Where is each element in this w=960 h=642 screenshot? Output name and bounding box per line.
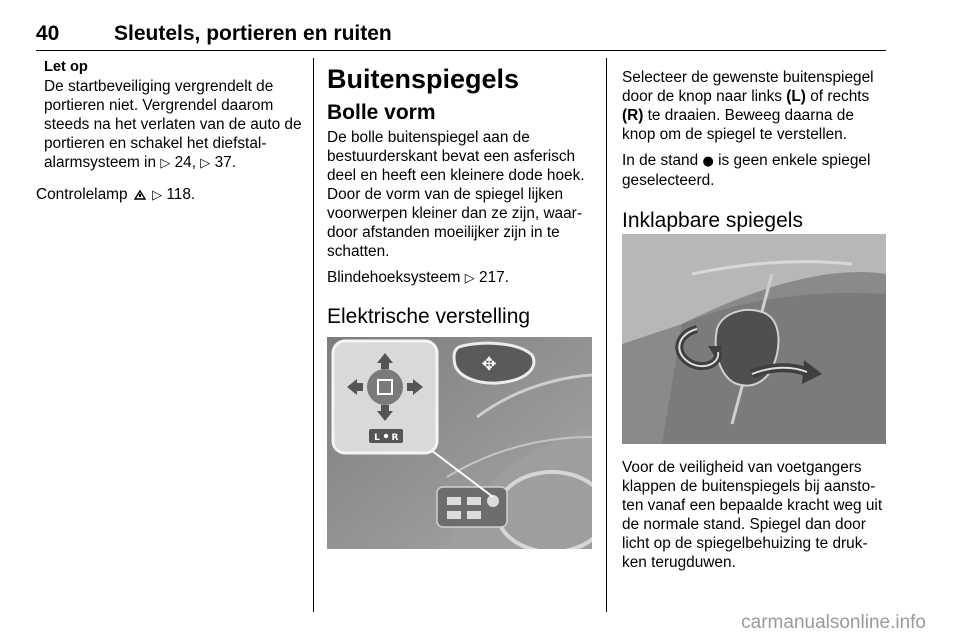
- select-mirror-text-3: te draaien. Beweeg daarna de knop om de spiegel te verstellen.: [622, 107, 854, 143]
- triangle-ref-icon: ▷: [160, 156, 171, 171]
- right-column: [622, 58, 886, 246]
- right-label: (R): [622, 107, 644, 124]
- control-lamp-text: Controlelamp: [36, 186, 128, 203]
- window-switch-panel: [437, 487, 507, 527]
- note-ref-2: 37.: [214, 154, 236, 171]
- side-mirror-icon: [716, 310, 779, 386]
- page-number: 40: [36, 22, 60, 45]
- mirror-joystick-callout: [333, 341, 437, 453]
- note-ref-1: 24,: [174, 154, 197, 171]
- control-lamp-ref: 118.: [166, 186, 196, 203]
- neutral-position-text-2: is geen enkele spiegel geselecteerd.: [622, 152, 871, 189]
- switch-label-right: R: [391, 433, 399, 443]
- note-box: [44, 58, 302, 173]
- triangle-ref-icon: ▷: [200, 156, 211, 171]
- alarm-lamp-icon: [134, 188, 146, 200]
- subsection-elektrische-verstelling: Elektrische verstelling: [327, 305, 531, 328]
- folding-mirror-figure: [622, 234, 886, 444]
- mirror-adjust-figure: [327, 337, 592, 549]
- side-mirror-icon: [454, 343, 534, 383]
- column-divider-1: [313, 58, 314, 612]
- left-column: [36, 58, 302, 212]
- note-title: Let op: [44, 59, 88, 75]
- right-column-lower: [622, 458, 886, 579]
- mirror-adjust-illustration: [327, 337, 592, 549]
- blind-spot-text: Blindehoeksysteem: [327, 269, 461, 286]
- left-label: (L): [786, 88, 806, 105]
- select-mirror-text-2: of rechts: [810, 88, 870, 105]
- subsection-inklapbare-spiegels: Inklapbare spiegels: [622, 209, 803, 232]
- section-title: Buitenspiegels: [327, 64, 520, 94]
- note-body: De startbeveiliging vergrendelt de portieren niet. Vergrendel daarom steeds na het verlaten van de auto de portieren en schakel het diefstalalarmsysteem in: [44, 78, 302, 171]
- svg-text:✥: ✥: [481, 354, 497, 375]
- header-rule: [36, 50, 886, 51]
- column-divider-2: [606, 58, 607, 612]
- page-header: [36, 22, 886, 50]
- chapter-title: Sleutels, portieren en ruiten: [114, 22, 392, 45]
- watermark: carmanualsonline.info: [741, 612, 926, 633]
- folding-mirror-paragraph: Voor de veiligheid van voetgangers klappen de buitenspiegels bij aanstoten vanaf een bepaalde kracht weg uit de normale stand. Spiegel dan door licht op de spiegelbehuizing te drukken terugduwen.: [622, 459, 883, 571]
- filled-circle-icon: ●: [702, 154, 714, 169]
- subsection-bolle-vorm: Bolle vorm: [327, 101, 436, 124]
- middle-column: [327, 58, 595, 342]
- triangle-ref-icon: ▷: [464, 271, 475, 286]
- neutral-position-text: In de stand: [622, 152, 699, 169]
- select-mirror-text: Selecteer de gewenste buitenspiegel door de knop naar links: [622, 69, 874, 105]
- switch-label-left: L: [374, 433, 380, 443]
- folding-mirror-illustration: [622, 234, 886, 444]
- bolle-vorm-paragraph: De bolle buitenspiegel aan de bestuurderskant bevat een asferisch deel en heeft een kleinere dode hoek. Door de vorm van de spiegel lijken voorwerpen kleiner dan ze zijn, waardoor afstanden moeilijker zijn in te schatten.: [327, 129, 585, 260]
- triangle-ref-icon: ▷: [152, 188, 163, 203]
- blind-spot-ref: 217.: [479, 269, 509, 286]
